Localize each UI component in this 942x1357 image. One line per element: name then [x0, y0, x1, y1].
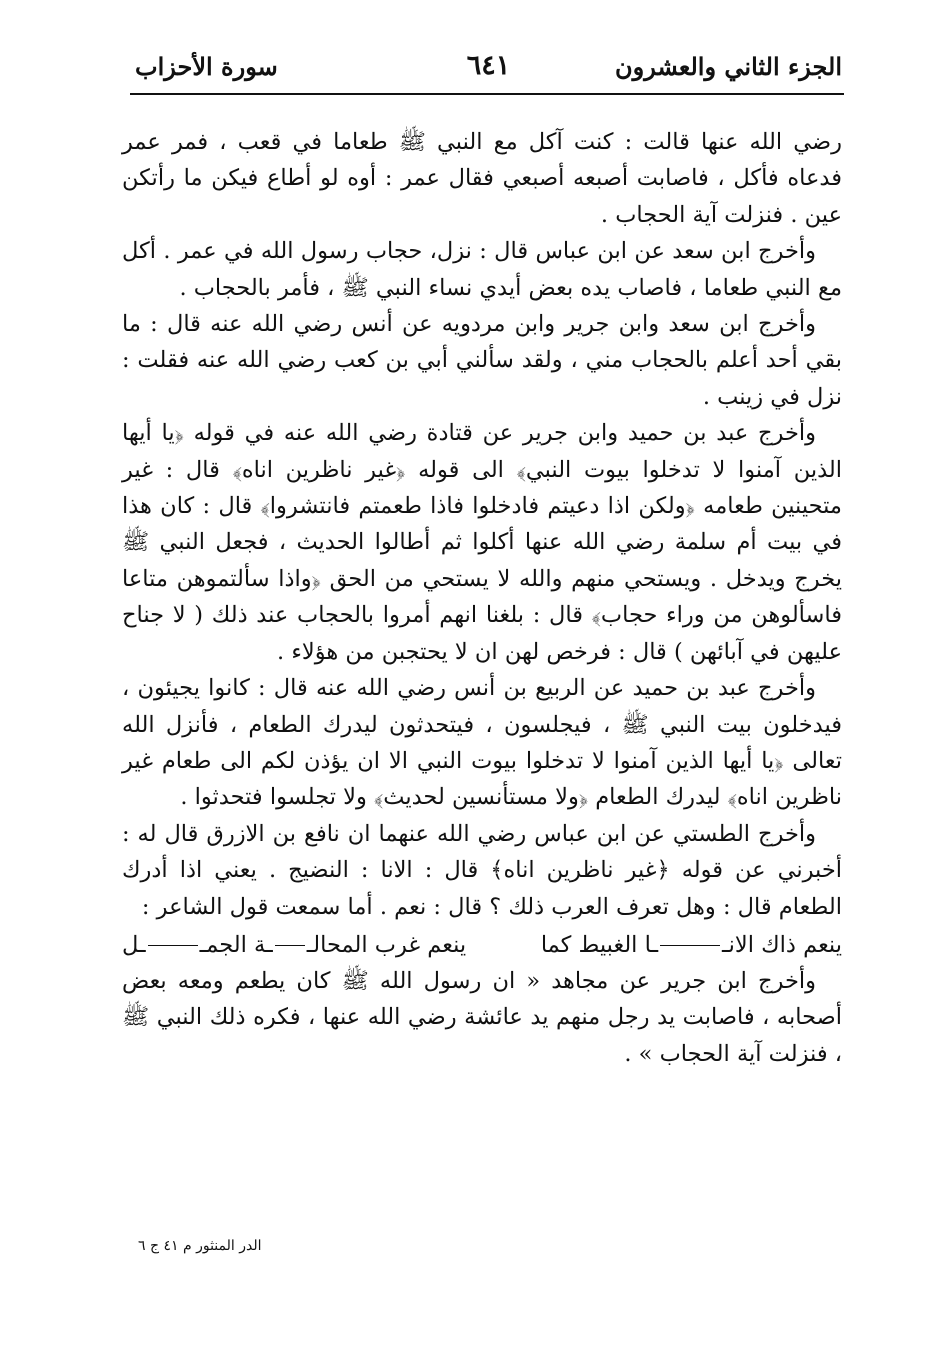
verse-part-1b: ـا الغبيط كما: [540, 931, 659, 958]
paragraph-5: وأخرج عبد بن حميد عن الربيع بن أنس رضي الله عنه قال : كانوا يجيئون ، فيدخلون بيت النبي ﷺ ، فيجلسون ، فيتحدثون ليدرك الطعام ، فأنزل الله تعالى ﴿يا أيها الذين آمنوا لا تدخلوا بيوت النبي الا ان يؤذن لكم الى طعام غير ناظرين اناه﴾ ليدرك الطعام ﴿ولا مستأنسين لحديث﴾ ولا تجلسوا فتحدثوا .: [122, 675, 842, 811]
page-header: [135, 44, 842, 92]
tatweel-line: [660, 945, 720, 946]
page-number: ٦٤١: [466, 50, 511, 81]
verse-part-2c: ـل: [122, 931, 146, 958]
paragraph-1: رضي الله عنها قالت : كنت آكل مع النبي ﷺ طعاما في قعب ، فمر عمر فدعاه فأكل ، فاصابت أصبعه أصبعي فقال عمر : أوه لو أطاع فيكن ما رأتكن عين . فنزلت آية الحجاب .: [122, 129, 842, 228]
paragraph-2: وأخرج ابن سعد عن ابن عباس قال : نزل، حجاب رسول الله في عمر . أكل مع النبي طعاما ، فاصاب يده بعض أيدي نساء النبي ﷺ ، فأمر بالحجاب .: [122, 238, 842, 301]
poetry-verse: [122, 927, 842, 961]
surah-title: سورة الأحزاب: [135, 52, 278, 81]
header-rule: [130, 93, 844, 95]
page-body: [122, 124, 842, 1072]
verse-part-1a: ينعم ذاك الانـ: [722, 931, 842, 958]
paragraph-7: وأخرج ابن جرير عن مجاهد « ان رسول الله ﷺ كان يطعم ومعه بعض أصحابه ، فاصابت يد رجل منهم يد عائشة رضي الله عنها ، فكره ذلك النبي ﷺ ، فنزلت آية الحجاب » .: [122, 967, 842, 1067]
part-title: الجزء الثاني والعشرون: [615, 52, 842, 81]
verse-part-2a: ينعم غرب المحالـ: [306, 931, 467, 958]
verse-second-hemistich: [122, 927, 466, 963]
paragraph-4: وأخرج عبد بن حميد وابن جرير عن قتادة رضي الله عنه في قوله ﴿يا أيها الذين آمنوا لا تدخلوا بيوت النبي﴾ الى قوله ﴿غير ناظرين اناه﴾ قال : غير متحينين طعامه ﴿ولكن اذا دعيتم فادخلوا فاذا طعمتم فانتشروا﴾ قال : كان هذا في بيت أم سلمة رضي الله عنها أكلوا ثم أطالوا الحديث ، فجعل النبي ﷺ يخرج ويدخل . ويستحي منهم والله لا يستحي من الحق ﴿واذا سألتموهن متاعا فاسألوهن من وراء حجاب﴾ قال : بلغنا انهم أمروا بالحجاب عند ذلك ( لا جناح عليهن في آبائهن ) قال : فرخص لهن ان لا يحتجبن من هؤلاء .: [122, 420, 842, 665]
tatweel-line: [148, 945, 198, 946]
tatweel-line: [275, 945, 305, 946]
footnote-signature: الدر المنثور م ٤١ ج ٦: [138, 1238, 262, 1254]
verse-part-2b: ـة الجمـ: [199, 931, 273, 958]
verse-first-hemistich: [541, 927, 842, 963]
paragraph-3: وأخرج ابن سعد وابن جرير وابن مردويه عن أنس رضي الله عنه قال : ما بقي أحد أعلم بالحجاب مني ، ولقد سألني أبي بن كعب رضي الله عنه فقلت : نزل في زينب .: [122, 311, 842, 410]
paragraph-6: وأخرج الطستي عن ابن عباس رضي الله عنهما ان نافع بن الازرق قال له : أخبرني عن قوله ﴿غير ناظرين اناه﴾ قال : الانا : النضيج . يعني اذا أدرك الطعام قال : وهل تعرف العرب ذلك ؟ قال : نعم . أما سمعت قول الشاعر :: [122, 820, 842, 920]
